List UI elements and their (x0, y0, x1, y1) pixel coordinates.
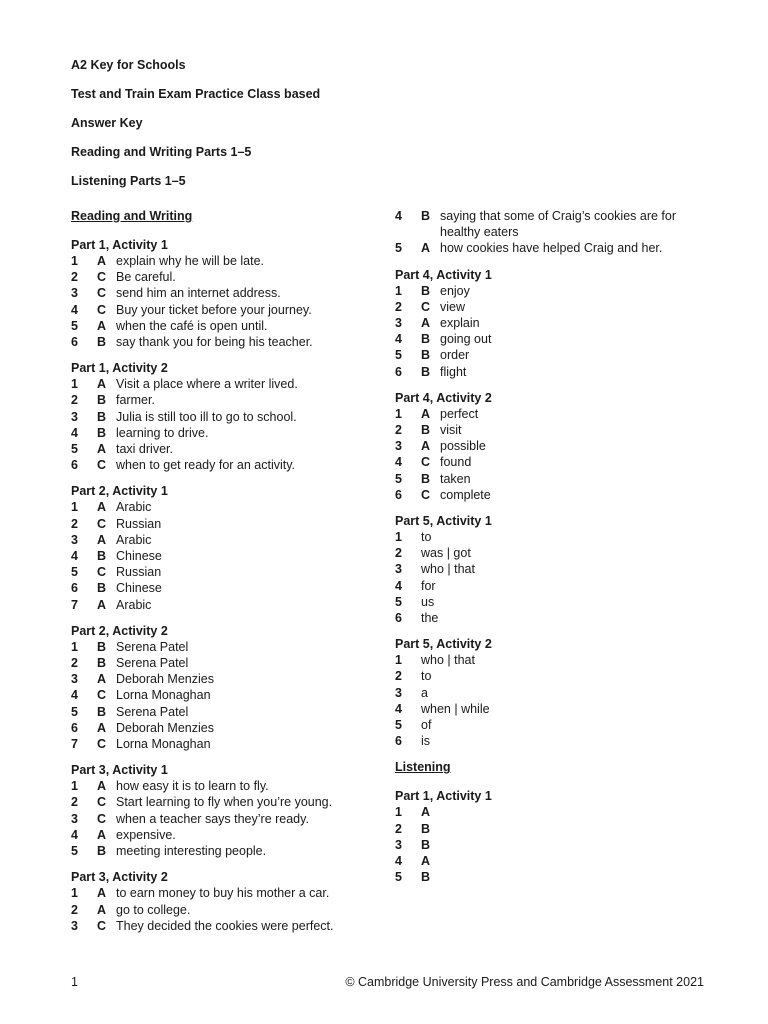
answer-text: is (421, 734, 431, 749)
question-number: 3 (71, 672, 78, 687)
answer-row (71, 392, 371, 408)
question-number: 2 (395, 821, 402, 836)
question-number: 6 (395, 734, 402, 749)
answer-row (71, 532, 371, 548)
answer-text: order (440, 348, 470, 363)
question-number: 3 (71, 811, 78, 826)
question-number: 3 (395, 316, 402, 331)
copyright-notice: © Cambridge University Press and Cambridge Assessment 2021 (345, 975, 704, 989)
activity-block (395, 636, 695, 749)
answer-letter: B (421, 283, 431, 298)
listening-activity-list (395, 788, 695, 885)
answer-letter: A (97, 532, 107, 547)
answer-row (71, 499, 371, 515)
activity-title: Part 5, Activity 1 (395, 514, 492, 529)
answer-row (71, 269, 371, 285)
answer-letter: A (97, 318, 107, 333)
activity-block (71, 869, 371, 934)
answer-letter: C (421, 455, 431, 470)
question-number: 3 (395, 685, 402, 700)
answer-row (71, 425, 371, 441)
answer-row (71, 736, 371, 752)
answer-row (71, 902, 371, 918)
activity-block (71, 237, 371, 350)
answer-text: meeting interesting people. (116, 844, 267, 859)
answer-text: how easy it is to learn to fly. (116, 779, 269, 794)
answer-letter: C (97, 565, 107, 580)
activity-block (395, 267, 695, 380)
question-number: 2 (71, 902, 78, 917)
answer-text: Serena Patel (116, 639, 189, 654)
answer-letter: B (421, 332, 431, 347)
question-number: 1 (71, 639, 78, 654)
answer-text: when a teacher says they’re ready. (116, 811, 309, 826)
answer-letter: C (97, 270, 107, 285)
answer-letter: C (97, 516, 107, 531)
answer-letter: A (97, 672, 107, 687)
question-number: 7 (71, 597, 78, 612)
answer-row (395, 487, 695, 503)
answer-letter: A (97, 597, 107, 612)
answer-row (71, 285, 371, 301)
answer-letter: C (97, 918, 107, 933)
answer-letter: A (97, 442, 107, 457)
activity-block (71, 360, 371, 473)
question-number: 6 (71, 720, 78, 735)
answer-text: for (421, 578, 436, 593)
answer-text: to earn money to buy his mother a car. (116, 886, 330, 901)
right-column (395, 208, 695, 896)
question-number: 5 (395, 348, 402, 363)
question-number: 1 (71, 254, 78, 268)
question-number: 6 (395, 364, 402, 379)
answer-letter: B (421, 423, 431, 438)
answer-row (71, 885, 371, 901)
question-number: 1 (395, 283, 402, 298)
answer-text: who | that (421, 562, 475, 577)
activity-title: Part 1, Activity 1 (395, 789, 492, 804)
right-activity-list (395, 267, 695, 750)
answer-letter: C (421, 299, 431, 314)
answer-letter: A (421, 439, 431, 454)
answer-letter: A (421, 805, 431, 820)
section-title-reading-writing: Reading and Writing (71, 209, 193, 223)
answer-text: Russian (116, 565, 162, 580)
answer-text: They decided the cookies were perfect. (116, 918, 334, 933)
answer-row (395, 283, 695, 299)
answer-text: was | got (421, 546, 471, 561)
answer-text: possible (440, 439, 486, 454)
answer-letter: B (97, 704, 107, 719)
question-number: 5 (395, 241, 402, 256)
question-number: 6 (395, 487, 402, 502)
answer-row (395, 652, 695, 668)
question-number: 6 (71, 335, 78, 350)
activity-block (395, 513, 695, 626)
left-column (71, 208, 371, 944)
question-number: 6 (71, 458, 78, 473)
activity-title: Part 4, Activity 1 (395, 267, 492, 282)
answer-text: view (440, 299, 466, 314)
activity-title: Part 4, Activity 2 (395, 390, 492, 405)
answer-row (395, 422, 695, 438)
activity-title: Part 2, Activity 2 (71, 623, 168, 638)
activity-title: Part 3, Activity 1 (71, 763, 168, 778)
answer-letter: A (97, 254, 107, 268)
answer-text: complete (440, 487, 491, 502)
answer-row (395, 717, 695, 733)
answer-text: Arabic (116, 500, 152, 515)
answer-text: Lorna Monaghan (116, 688, 211, 703)
answer-letter: B (97, 656, 107, 671)
answer-row (71, 334, 371, 350)
question-number: 4 (395, 332, 402, 347)
question-number: 5 (71, 704, 78, 719)
answer-letter: A (97, 827, 107, 842)
answer-row (71, 655, 371, 671)
answer-row (395, 821, 695, 837)
activity-title: Part 1, Activity 1 (71, 238, 168, 252)
answer-row (71, 671, 371, 687)
question-number: 1 (71, 500, 78, 515)
answer-letter: A (97, 779, 107, 794)
question-number: 3 (395, 562, 402, 577)
answer-row (71, 687, 371, 703)
answer-text: send him an internet address. (116, 286, 281, 301)
answer-letter: B (97, 409, 107, 424)
answer-row (71, 811, 371, 827)
answer-text: Julia is still too ill to go to school. (116, 409, 297, 424)
answer-text: enjoy (440, 283, 470, 298)
answer-row (395, 804, 695, 820)
answer-row (71, 457, 371, 473)
question-number: 7 (71, 737, 78, 752)
question-number: 3 (395, 439, 402, 454)
answer-letter: C (97, 737, 107, 752)
answer-row (71, 580, 371, 596)
answer-row (71, 918, 371, 934)
question-number: 5 (71, 565, 78, 580)
question-number: 3 (71, 409, 78, 424)
question-number: 4 (71, 549, 78, 564)
answer-row (395, 529, 695, 545)
answer-text: explain (440, 316, 480, 331)
answer-text: say thank you for being his teacher. (116, 335, 313, 350)
answer-row (395, 299, 695, 315)
answer-text: Serena Patel (116, 656, 189, 671)
question-number: 2 (71, 795, 78, 810)
activity-block (71, 483, 371, 612)
answer-letter: B (421, 209, 431, 223)
answer-letter: C (421, 487, 431, 502)
answer-row (71, 597, 371, 613)
answer-row (395, 668, 695, 684)
answer-letter: A (97, 902, 107, 917)
answer-row (395, 364, 695, 380)
activity-block (71, 762, 371, 859)
question-number: 6 (71, 581, 78, 596)
answer-text: a (421, 685, 428, 700)
question-number: 3 (71, 286, 78, 301)
answer-letter: B (421, 821, 431, 836)
answer-letter: C (97, 795, 107, 810)
activity-block (395, 390, 695, 503)
answer-letter: B (97, 581, 107, 596)
answer-text: Arabic (116, 597, 152, 612)
activity-title: Part 5, Activity 2 (395, 637, 492, 652)
section-title-listening: Listening (395, 760, 451, 775)
question-number: 2 (71, 656, 78, 671)
answer-letter: A (97, 377, 107, 392)
answer-row (71, 516, 371, 532)
answer-letter: C (97, 811, 107, 826)
question-number: 3 (71, 918, 78, 933)
question-number: 5 (395, 594, 402, 609)
answer-text: perfect (440, 406, 479, 421)
answer-letter: C (97, 458, 107, 473)
answer-row (395, 208, 695, 240)
answer-text: to (421, 530, 432, 545)
activity-title: Part 3, Activity 2 (71, 870, 168, 885)
answer-letter: B (97, 425, 107, 440)
question-number: 5 (395, 471, 402, 486)
answer-text: Chinese (116, 549, 162, 564)
question-number: 1 (71, 377, 78, 392)
question-number: 1 (395, 406, 402, 421)
answer-row (395, 869, 695, 885)
answer-text: us (421, 594, 435, 609)
answer-row (395, 454, 695, 470)
answer-row (71, 376, 371, 392)
answer-row (71, 639, 371, 655)
answer-text: Visit a place where a writer lived. (116, 377, 298, 392)
question-number: 1 (395, 805, 402, 820)
question-number: 5 (395, 870, 402, 885)
answer-row (395, 315, 695, 331)
question-number: 4 (71, 688, 78, 703)
answer-letter: A (421, 241, 431, 256)
answer-row (395, 733, 695, 749)
answer-text: farmer. (116, 393, 155, 408)
document-subtitle: Test and Train Exam Practice Class based (71, 87, 321, 101)
answer-text: Deborah Menzies (116, 672, 214, 687)
document-type: Answer Key (71, 116, 143, 130)
question-number: 3 (395, 837, 402, 852)
answer-row (395, 438, 695, 454)
answer-text: Deborah Menzies (116, 720, 214, 735)
question-number: 1 (395, 530, 402, 545)
answer-letter: A (421, 406, 431, 421)
answer-text: taken (440, 471, 471, 486)
answer-row (395, 406, 695, 422)
answer-text: Chinese (116, 581, 162, 596)
question-number: 3 (71, 532, 78, 547)
answer-row (71, 302, 371, 318)
scope-reading-writing: Reading and Writing Parts 1–5 (71, 145, 252, 159)
answer-letter: B (97, 393, 107, 408)
question-number: 4 (395, 209, 402, 223)
answer-letter: C (97, 302, 107, 317)
question-number: 4 (395, 701, 402, 716)
answer-text: explain why he will be late. (116, 254, 264, 268)
question-number: 5 (71, 442, 78, 457)
answer-letter: B (421, 471, 431, 486)
question-number: 2 (395, 546, 402, 561)
question-number: 5 (71, 318, 78, 333)
answer-row (395, 837, 695, 853)
question-number: 1 (71, 886, 78, 901)
question-number: 4 (71, 827, 78, 842)
answer-row (395, 545, 695, 561)
answer-row (71, 409, 371, 425)
activity-title: Part 2, Activity 1 (71, 484, 168, 499)
answer-row (71, 253, 371, 269)
activity-block (71, 623, 371, 752)
answer-text: expensive. (116, 827, 176, 842)
answer-text: found (440, 455, 472, 470)
answer-row (395, 240, 695, 256)
question-number: 1 (71, 779, 78, 794)
answer-letter: B (421, 837, 431, 852)
answer-text: when the café is open until. (116, 318, 268, 333)
answer-letter: A (421, 854, 431, 869)
question-number: 5 (395, 718, 402, 733)
answer-text: going out (440, 332, 492, 347)
answer-row (395, 610, 695, 626)
question-number: 1 (395, 653, 402, 668)
answer-row (71, 441, 371, 457)
answer-text: when | while (421, 701, 490, 716)
answer-row (71, 720, 371, 736)
answer-row (395, 347, 695, 363)
answer-text: Be careful. (116, 270, 176, 285)
answer-row (395, 471, 695, 487)
answer-row (71, 704, 371, 720)
answer-row (71, 564, 371, 580)
answer-row (395, 561, 695, 577)
answer-text: when to get ready for an activity. (116, 458, 296, 473)
answer-letter: B (421, 364, 431, 379)
answer-row (71, 778, 371, 794)
question-number: 5 (71, 844, 78, 859)
answer-letter: B (97, 844, 107, 859)
answer-text: to (421, 669, 432, 684)
answer-text: visit (440, 423, 462, 438)
answer-row (71, 827, 371, 843)
question-number: 6 (395, 611, 402, 626)
answer-text: who | that (421, 653, 475, 668)
answer-row (395, 331, 695, 347)
question-number: 4 (71, 302, 78, 317)
left-activity-list (71, 237, 371, 934)
answer-text: Lorna Monaghan (116, 737, 211, 752)
answer-text: Serena Patel (116, 704, 189, 719)
question-number: 2 (395, 299, 402, 314)
answer-text: of (421, 718, 432, 733)
answer-letter: C (97, 688, 107, 703)
answer-row (71, 843, 371, 859)
answer-row (395, 685, 695, 701)
answer-letter: B (97, 549, 107, 564)
activity-block (395, 788, 695, 885)
answer-text: the (421, 611, 439, 626)
answer-letter: B (97, 639, 107, 654)
answer-row (395, 578, 695, 594)
answer-letter: A (97, 500, 107, 515)
answer-text: learning to drive. (116, 425, 209, 440)
question-number: 2 (71, 270, 78, 285)
question-number: 2 (71, 393, 78, 408)
answer-text: go to college. (116, 902, 191, 917)
question-number: 2 (395, 669, 402, 684)
answer-row (71, 318, 371, 334)
page-number: 1 (71, 975, 78, 989)
question-number: 4 (395, 455, 402, 470)
answer-letter: A (421, 316, 431, 331)
answer-row (395, 853, 695, 869)
question-number: 4 (71, 425, 78, 440)
question-number: 4 (395, 854, 402, 869)
answer-letter: A (97, 720, 107, 735)
answer-text: Buy your ticket before your journey. (116, 302, 312, 317)
answer-letter: B (421, 870, 431, 885)
answer-row (71, 794, 371, 810)
answer-letter: A (97, 886, 107, 901)
answer-row (395, 594, 695, 610)
continued-activity (395, 208, 695, 257)
answer-row (71, 548, 371, 564)
answer-letter: C (97, 286, 107, 301)
answer-letter: B (421, 348, 431, 363)
scope-listening: Listening Parts 1–5 (71, 174, 186, 188)
document-title: A2 Key for Schools (71, 58, 186, 72)
answer-row (395, 701, 695, 717)
activity-title: Part 1, Activity 2 (71, 361, 168, 376)
answer-text: flight (440, 364, 467, 379)
answer-text: taxi driver. (116, 442, 173, 457)
answer-text: how cookies have helped Craig and her. (440, 241, 663, 256)
answer-text: Start learning to fly when you’re young. (116, 795, 333, 810)
answer-letter: B (97, 335, 107, 350)
question-number: 4 (395, 578, 402, 593)
question-number: 2 (395, 423, 402, 438)
answer-text: saying that some of Craig’s cookies are for healthy eaters (440, 209, 676, 240)
answer-text: Russian (116, 516, 162, 531)
question-number: 2 (71, 516, 78, 531)
answer-text: Arabic (116, 532, 152, 547)
